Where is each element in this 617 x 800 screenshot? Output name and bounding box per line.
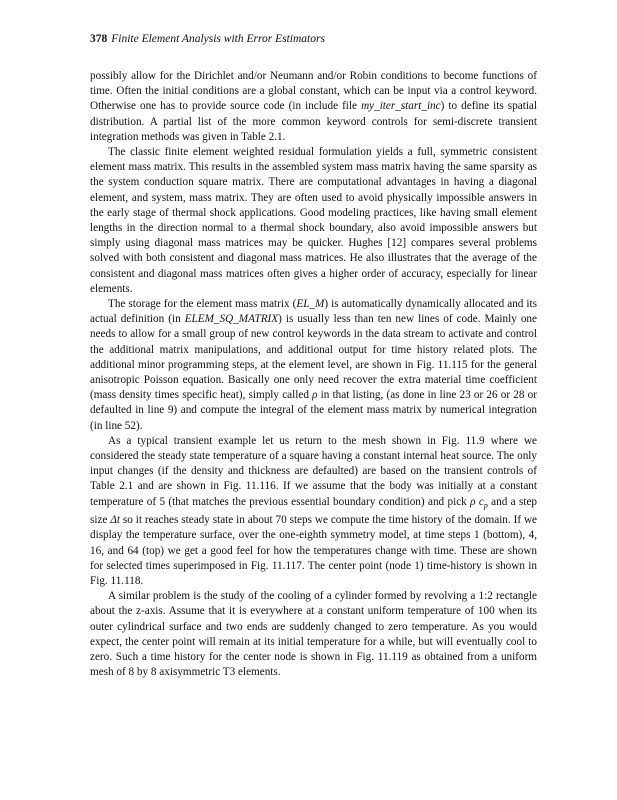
running-title: Finite Element Analysis with Error Estimators: [111, 33, 325, 45]
body-text: [90, 69, 537, 680]
paragraph-5: A similar problem is the study of the cooling of a cylinder formed by revolving a 1:2 rectangle about the z-axis. Assume that it is everywhere at a constant uniform temperature of 100 when its outer cylindrical surface and two ends are suddenly changed to zero temperature. As you would expect, the center point will remain at its initial temperature for a while, but will eventually cool to zero. Such a time history for the center node is shown in Fig. 11.119 as obtained from a uniform mesh of 8 by 8 axisymmetric T3 elements.: [90, 590, 537, 679]
paragraph-2: The classic finite element weighted residual formulation yields a full, symmetric consistent element mass matrix. This results in the assembled system mass matrix having the same sparsity as the system conduction square matrix. There are computational advantages in having a diagonal element, and system, mass matrix. They are often used to avoid physically impossible answers in the early stage of thermal shock applications. Good modeling practices, like having small element lengths in the direction normal to a thermal shock boundary, also avoid impossible answers but simply using diagonal mass matrices may be quicker. Hughes [12] compares several problems solved with both consistent and diagonal mass matrices. He also illustrates that the average of the consistent and diagonal mass matrices often gives a higher order of accuracy, especially for linear elements.: [90, 146, 537, 295]
el-m-symbol: EL_M: [296, 298, 325, 311]
routine-name: ELEM_SQ_MATRIX: [184, 313, 279, 326]
page-number: 378: [90, 33, 108, 45]
file-name: my_iter_start_inc: [361, 100, 441, 113]
rho-cp-symbol: ρ c: [470, 495, 484, 508]
running-header: [90, 32, 325, 46]
paragraph-4: As a typical transient example let us return to the mesh shown in Fig. 11.9 where we considered the steady state temperature of a square having a constant internal heat source. The only input changes (if the density and thickness are defaulted) are based on the transient controls of Table 2.1 and are shown in Fig. 11.116. If we assume that the body was initially at a constant temperature of 5 (that matches the previous essential boundary condition) and pick ρ $c_p$ and a step size Δt so it reaches steady state in about 70 steps we compute the time history of the domain. If we display the temperature surface, over the one-eighth symmetry model, at time steps 1 (bottom), 4, 16, and 64 (top) we get a good feel for how the temperatures change with time. These are shown for selected times superimposed in Fig. 11.117. The center point (node 1) time-history is shown in Fig. 11.118.: [90, 434, 538, 587]
delta-t-symbol: Δt: [110, 514, 120, 527]
paragraph-1: possibly allow for the Dirichlet and/or Neumann and/or Robin conditions to become functions of time. Often the initial conditions are a global constant, which can be input via a control keyword. Otherwise one has to provide source code (in include file my_iter_start_inc) to define its spatial distribution. A partial list of the more common keyword controls for semi-discrete transient integration methods was given in Table 2.1.: [90, 70, 537, 143]
rho-symbol: ρ: [312, 389, 318, 402]
cp-subscript: p: [483, 500, 488, 510]
paragraph-3: The storage for the element mass matrix (EL_M) is automatically dynamically allocated and its actual definition (in ELEM_SQ_MATRIX) is usually less than ten new lines of code. Mainly one needs to allow for a small group of new control keywords in the data stream to activate and control the additional matrix manipulations, and additional output for time history related plots. The additional minor programming steps, at the element level, are shown in Fig. 11.115 for the general anisotropic Poisson equation. Basically one only need recover the extra material time coefficient (mass density times specific heat), simply called ρ in that listing, (as done in line 23 or 26 or 28 or defaulted in line 9) and compute the integral of the element mass matrix by numerical integration (in line 52).: [90, 298, 538, 432]
